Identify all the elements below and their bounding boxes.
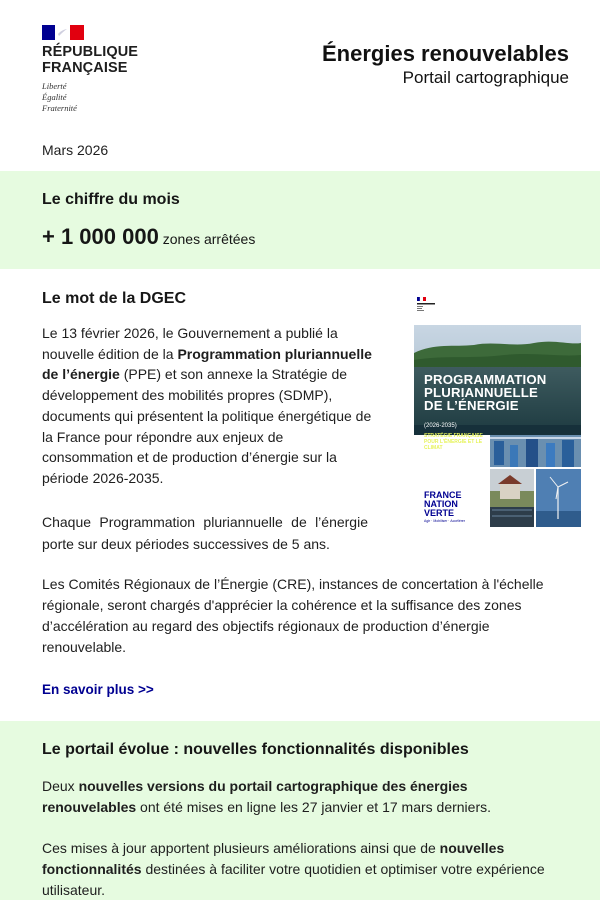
issue-date: Mars 2026: [42, 142, 109, 158]
dgec-p1-text-after: (PPE) et son annexe la Stratégie de développement des mobilités propres (SDMP), documents qui présentent la politique énergétique de la France pour répondre aux enjeux de consommation et de production d’énergie sur la période 2026-2035.: [42, 366, 372, 486]
chiffre-kpi: [42, 224, 255, 250]
cover-title-line2: PLURIANNUELLE: [424, 385, 538, 401]
france-nation-verte-logo: [424, 491, 474, 523]
header-titles: [322, 41, 569, 88]
portail-p1-text-before: Deux: [42, 778, 79, 794]
fn-subtitle: Agir · Mobiliser · Accélérer: [424, 519, 466, 524]
cover-header: [414, 293, 581, 325]
kpi-value: + 1 000 000: [42, 224, 159, 249]
cover-title-line1: PROGRAMMATION: [424, 372, 547, 387]
cover-photo-grid: [490, 469, 581, 527]
dgec-p1-text-before: Le 13 février 2026, le Gouvernement a publié la nouvelle édition de la: [42, 325, 338, 362]
republique-francaise-logo[interactable]: [30, 12, 152, 124]
logo-motto-line2: Égalité: [42, 92, 67, 102]
portail-paragraph-1: [42, 776, 562, 818]
page-subtitle: Portail cartographique: [402, 68, 569, 87]
cover-years: (2026-2035): [424, 423, 457, 429]
logo-motto-line1: Liberté: [42, 81, 67, 91]
fn-line3: VERTE: [424, 507, 455, 518]
dgec-p1-bold: Programmation pluriannuelle de l’énergie: [42, 345, 372, 383]
tricolor-flag-icon: [42, 25, 84, 40]
portail-p1-text-after: ont été mises en ligne les 27 janvier et 17 mars derniers.: [136, 799, 492, 815]
portail-title: Le portail évolue : nouvelles fonctionnalités disponibles: [42, 741, 469, 758]
logo-name-line1: RÉPUBLIQUE: [42, 44, 139, 60]
en-savoir-plus-link[interactable]: En savoir plus >>: [42, 682, 154, 697]
logo-name: [42, 44, 138, 76]
chiffre-section: [0, 171, 600, 269]
fn-line2: NATION: [424, 498, 458, 509]
page-title: Énergies renouvelables: [322, 41, 569, 66]
chiffre-title: Le chiffre du mois: [42, 191, 180, 208]
cover-title-line3: DE L’ÉNERGIE: [424, 398, 519, 414]
portail-p2-bold: nouvelles fonctionnalités: [42, 840, 505, 877]
logo-motto: [42, 81, 77, 114]
fn-line1: FRANCE: [424, 490, 462, 500]
dgec-paragraph-2: Chaque Programmation pluriannuelle de l’énergie porte sur deux périodes successives de 5 ans.: [42, 514, 368, 552]
portail-p1-bold: nouvelles versions du portail cartographique des énergies renouvelables: [42, 778, 468, 815]
dgec-paragraph-1: [42, 323, 372, 489]
logo-motto-line3: Fraternité: [42, 103, 77, 113]
portail-p2-text-before: Ces mises à jour apportent plusieurs améliorations ainsi que de: [42, 840, 440, 856]
cover-title: [424, 373, 574, 413]
dgec-title: Le mot de la DGEC: [42, 290, 187, 307]
kpi-unit: zones arrêtées: [158, 231, 256, 247]
portail-paragraph-2: [42, 838, 562, 900]
cover-pipes-photo: [490, 435, 581, 467]
portail-p2-text-after: destinées à faciliter votre quotidien et optimiser votre expérience utilisateur.: [42, 861, 545, 898]
header: [0, 0, 600, 130]
ppe-cover-image[interactable]: [414, 293, 581, 533]
logo-name-line2: FRANÇAISE: [42, 60, 128, 76]
dgec-paragraph-3: Les Comités Régionaux de l’Énergie (CRE), instances de concertation à l'échelle régionale, seront chargés d'apprécier la cohérence et la suffisance des zones d’accélération au regard des objectifs régionaux de production d’énergie renouvelable.: [42, 576, 544, 655]
cover-strategy: STRATÉGIE FRANÇAISE POUR L’ÉNERGIE ET LE CLIMAT: [424, 433, 483, 451]
